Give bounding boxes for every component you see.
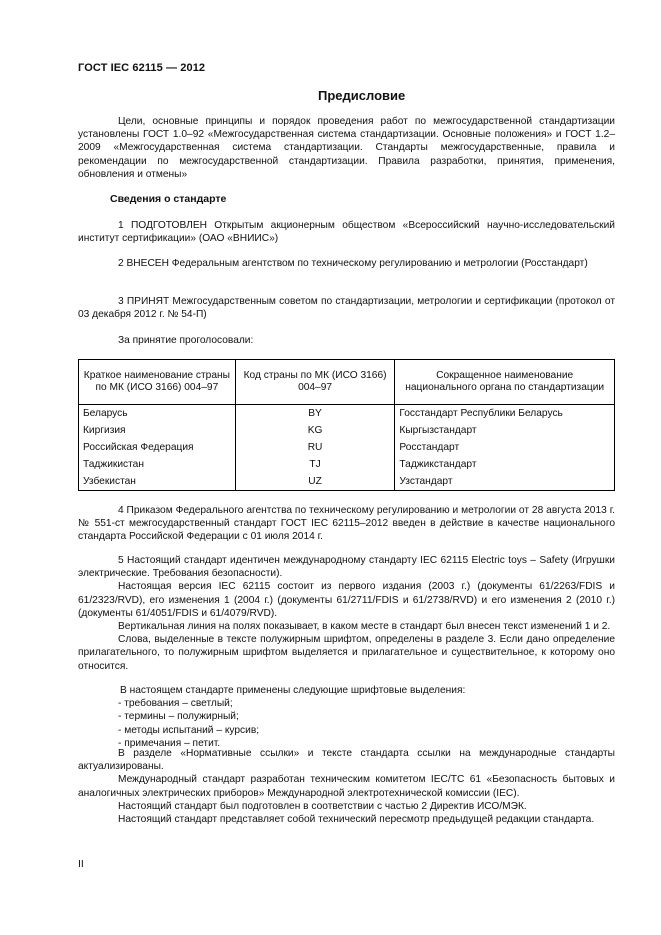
cell-country: Таджикистан bbox=[79, 456, 236, 473]
cell-code: KG bbox=[235, 422, 395, 439]
item-4 bbox=[78, 504, 615, 544]
voted-label-text: За принятие проголосовали: bbox=[118, 335, 254, 346]
cell-body: Узстандарт bbox=[395, 473, 615, 491]
cell-code: RU bbox=[235, 439, 395, 456]
foreword-intro bbox=[78, 115, 615, 181]
list-item: - термины – полужирный; bbox=[118, 711, 239, 723]
list-item: - требования – светлый; bbox=[118, 698, 233, 710]
table-row bbox=[79, 439, 615, 456]
cell-body: Росстандарт bbox=[395, 439, 615, 456]
item-5-p3: Вертикальная линия на полях показывает, в каком месте в стандарт был внесен текст изменений 1 и 2. bbox=[118, 621, 611, 633]
cell-country: Киргизия bbox=[79, 422, 236, 439]
table-row bbox=[79, 422, 615, 439]
info-item-2 bbox=[78, 257, 615, 270]
item-5-p1: 5 Настоящий стандарт идентичен международному стандарту IEC 62115 Electric toys – Safety (Игрушки электрические. Требования безопасности). bbox=[78, 555, 615, 580]
item-5-p7: Настоящий стандарт был подготовлен в соответствии с частью 2 Директив ИСО/МЭК. bbox=[118, 800, 527, 812]
table-row bbox=[79, 456, 615, 473]
table-row bbox=[79, 405, 615, 423]
font-styles-intro: В настоящем стандарте применены следующие шрифтовые выделения: bbox=[120, 685, 466, 696]
foreword-intro-paragraph: Цели, основные принципы и порядок проведения работ по межгосударственной стандартизации установлены ГОСТ 1.0–92 «Межгосударственная система стандартизации. Основные положения» и ГОСТ 1.2–2009 «Межгосударственная система стандартизации. Стандарты межгосударственные, правила и рекомендации по межгосударственной стандартизации. Правила разработки, принятия, применения, обновления и отмены» bbox=[78, 116, 615, 180]
cell-body: Госстандарт Республики Беларусь bbox=[395, 405, 615, 423]
info-item-1-text: 1 ПОДГОТОВЛЕН Открытым акционерным обществом «Всероссийский научно-исследовательский институт сертификации» (ОАО «ВНИИС») bbox=[78, 220, 615, 245]
item-5 bbox=[78, 554, 615, 673]
info-heading: Сведения о стандарте bbox=[110, 193, 227, 205]
header-country: Краткое наименование страны по МК (ИСО 3166) 004–97 bbox=[79, 360, 236, 405]
info-item-1 bbox=[78, 219, 615, 245]
item-5-p5: В разделе «Нормативные ссылки» и тексте стандарта ссылки на международные стандарты актуализированы. bbox=[78, 748, 615, 773]
info-item-3-text: 3 ПРИНЯТ Межгосударственным советом по стандартизации, метрологии и сертификации (протокол от 03 декабря 2012 г. № 54-П) bbox=[78, 296, 615, 321]
vote-table bbox=[78, 359, 615, 491]
header-code: Код страны по МК (ИСО 3166) 004–97 bbox=[235, 360, 395, 405]
cell-country: Российская Федерация bbox=[79, 439, 236, 456]
page-number: II bbox=[78, 858, 84, 870]
cell-code: BY bbox=[235, 405, 395, 423]
voted-label bbox=[78, 334, 615, 347]
item-5-p2: Настоящая версия IEC 62115 состоит из первого издания (2003 г.) (документы 61/2263/FDIS и 61/2323/RVD), его изменения 1 (2004 г.) (документы 61/2711/FDIS и 61/2738/RVD) и его изменения 2 (2010 г.) (документы 61/4051/FDIS и 61/4079/RVD). bbox=[78, 581, 615, 619]
table-row bbox=[79, 473, 615, 491]
item-5-p8: Настоящий стандарт представляет собой технический пересмотр предыдущей редакции стандарта. bbox=[118, 814, 595, 826]
item-4-text: 4 Приказом Федерального агентства по техническому регулированию и метрологии от 28 августа 2013 г. № 551-ст межгосударственный стандарт ГОСТ IEC 62115–2012 введен в действие в качестве национального стандарта Российской Федерации с 01 июля 2014 г. bbox=[78, 505, 615, 543]
foreword-title: Предисловие bbox=[318, 88, 406, 103]
cell-code: TJ bbox=[235, 456, 395, 473]
list-item: - примечания – петит. bbox=[118, 737, 221, 749]
item-5-p4: Слова, выделенные в тексте полужирным шрифтом, определены в разделе 3. Если дано определение прилагательного, то полужирным шрифтом выделяется и прилагательное и существительное, к которому оно относится. bbox=[78, 634, 615, 672]
cell-body: Таджикстандарт bbox=[395, 456, 615, 473]
info-item-2-text: 2 ВНЕСЕН Федеральным агентством по техническому регулированию и метрологии (Росстандарт) bbox=[118, 258, 588, 269]
list-item: - методы испытаний – курсив; bbox=[118, 724, 260, 736]
cell-code: UZ bbox=[235, 473, 395, 491]
cell-country: Узбекистан bbox=[79, 473, 236, 491]
vote-table-header-row bbox=[79, 360, 615, 405]
cell-body: Кыргызстандарт bbox=[395, 422, 615, 439]
header-body: Сокращенное наименование национального органа по стандартизации bbox=[395, 360, 615, 405]
font-styles-list bbox=[78, 684, 615, 750]
info-item-3 bbox=[78, 295, 615, 321]
item-5-continued bbox=[78, 747, 615, 826]
item-5-p6: Международный стандарт разработан техническим комитетом IEC/TC 61 «Безопасность бытовых и аналогичных электрических приборов» Международной электротехнической комиссии (IEC). bbox=[78, 774, 615, 799]
document-code: ГОСТ IEC 62115 — 2012 bbox=[78, 62, 206, 74]
cell-country: Беларусь bbox=[79, 405, 236, 423]
